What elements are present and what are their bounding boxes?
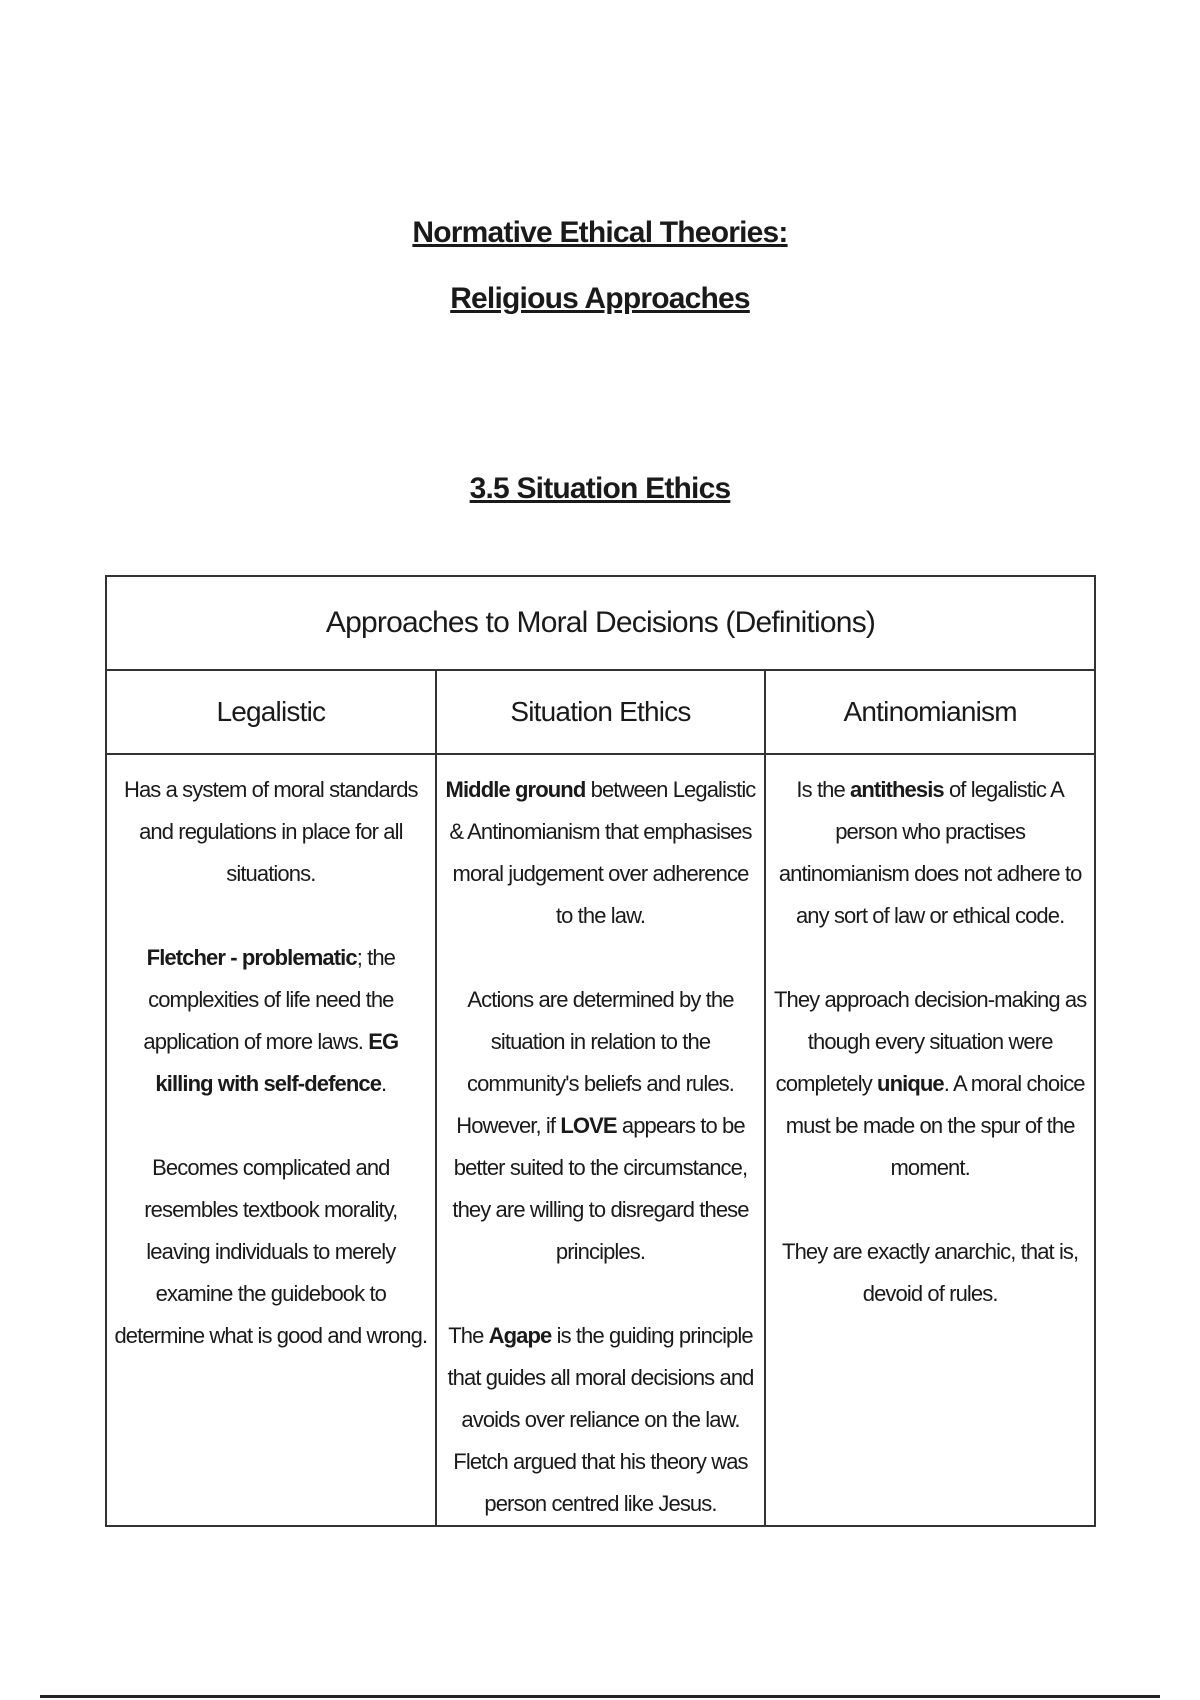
- bold-text: Fletcher - problematic: [146, 945, 357, 970]
- text-run: .: [381, 1071, 387, 1096]
- cell-situation-ethics: [436, 754, 766, 1526]
- cell-paragraph: [443, 979, 759, 1273]
- column-header-situation-ethics: Situation Ethics: [436, 670, 766, 754]
- text-run: is the guiding principle that guides all moral decisions and avoids over reliance on the law. Fletch argued that his theory was person centred like Jesus.: [447, 1323, 754, 1516]
- bold-text: antithesis: [850, 777, 944, 802]
- cell-paragraph: [443, 769, 759, 937]
- text-run: They are exactly anarchic, that is, devoid of rules.: [782, 1239, 1079, 1306]
- bold-text: Middle ground: [445, 777, 586, 802]
- text-run: Actions are determined by the situation in relation to the community's beliefs and rules. However, if: [456, 987, 734, 1138]
- column-header-legalistic: Legalistic: [106, 670, 436, 754]
- text-run: Becomes complicated and resembles textbook morality, leaving individuals to merely examine the guidebook to determine what is good and wrong.: [114, 1155, 428, 1348]
- text-run: The: [448, 1323, 489, 1348]
- text-run: ; the complexities of life need the application of more laws.: [143, 945, 395, 1054]
- bold-text: EG killing with self-defence: [155, 1029, 399, 1096]
- cell-paragraph: [113, 937, 429, 1105]
- cell-legalistic: [106, 754, 436, 1526]
- table-caption: Approaches to Moral Decisions (Definitions): [106, 576, 1095, 670]
- bold-text: LOVE: [560, 1113, 617, 1138]
- text-run: Is the: [796, 777, 851, 802]
- page-title-line1: Normative Ethical Theories:: [412, 216, 788, 249]
- definitions-table: [105, 575, 1096, 1527]
- text-run: appears to be better suited to the circumstance, they are willing to disregard these principles.: [452, 1113, 749, 1264]
- text-run: They approach decision-making as though every situation were completely: [773, 987, 1087, 1096]
- cell-paragraph: [772, 979, 1088, 1189]
- cell-paragraph: [113, 769, 429, 895]
- cell-paragraph: [443, 1315, 759, 1525]
- cell-paragraph: [113, 1147, 429, 1357]
- text-run: of legalistic A person who practises antinomianism does not adhere to any sort of law or ethical code.: [778, 777, 1082, 928]
- cell-antinomianism: [765, 754, 1095, 1526]
- header-row: [106, 670, 1095, 754]
- body-row: [106, 754, 1095, 1526]
- caption-row: [106, 576, 1095, 670]
- cell-paragraph: [772, 769, 1088, 937]
- text-run: between Legalistic & Antinomianism that emphasises moral judgement over adherence to the law.: [449, 777, 756, 928]
- page-title-line2: Religious Approaches: [450, 282, 750, 315]
- text-run: Has a system of moral standards and regulations in place for all situations.: [123, 777, 418, 886]
- text-run: . A moral choice must be made on the spur of the moment.: [785, 1071, 1085, 1180]
- cell-paragraph: [772, 1231, 1088, 1315]
- bold-text: Agape: [488, 1323, 552, 1348]
- page-bottom-rule: [40, 1695, 1160, 1698]
- section-title: 3.5 Situation Ethics: [469, 472, 731, 505]
- column-header-antinomianism: Antinomianism: [765, 670, 1095, 754]
- bold-text: unique: [877, 1071, 944, 1096]
